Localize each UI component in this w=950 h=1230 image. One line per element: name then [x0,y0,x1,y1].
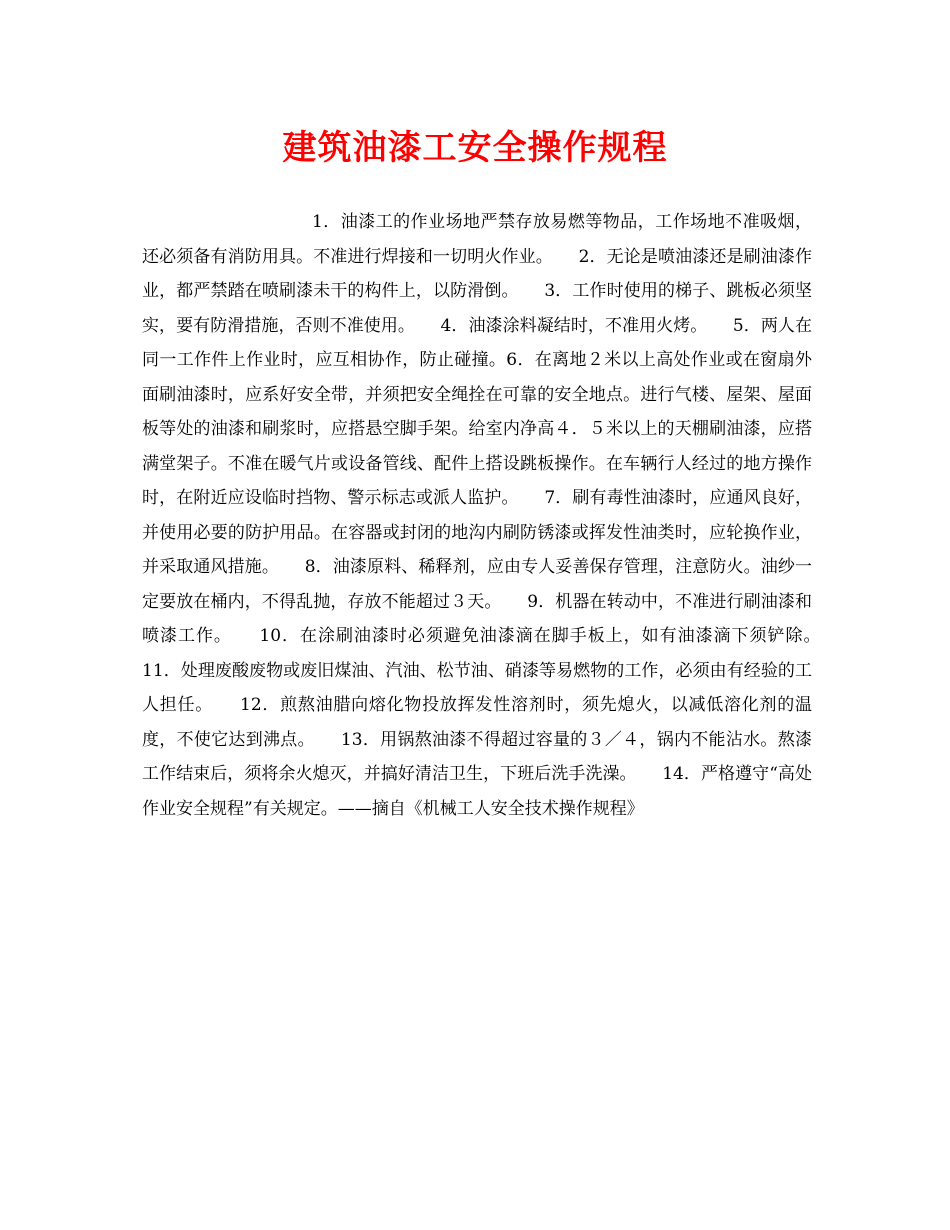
document-body: 1．油漆工的作业场地严禁存放易燃等物品，工作场地不准吸烟，还必须备有消防用具。不准进行焊接和一切明火作业。 2．无论是喷油漆还是刷油漆作业，都严禁踏在喷刷漆未干的构件上，以防滑倒。 3．工作时使用的梯子、跳板必须坚实，要有防滑措施，否则不准使用。 4．油漆涂料凝结时，不准用火烤。 5．两人在同一工作件上作业时，应互相协作，防止碰撞。6．在离地２米以上高处作业或在窗扇外面刷油漆时，应系好安全带，并须把安全绳拴在可靠的安全地点。进行气楼、屋架、屋面板等处的油漆和刷浆时，应搭悬空脚手架。给室内净高４．５米以上的天棚刷油漆，应搭满堂架子。不准在暖气片或设备管线、配件上搭设跳板操作。在车辆行人经过的地方操作时，在附近应设临时挡物、警示标志或派人监护。 7．刷有毒性油漆时，应通风良好，并使用必要的防护用品。在容器或封闭的地沟内刷防锈漆或挥发性油类时，应轮换作业，并采取通风措施。 8．油漆原料、稀释剂，应由专人妥善保存管理，注意防火。油纱一定要放在桶内，不得乱抛，存放不能超过３天。 9．机器在转动中，不准进行刷油漆和喷漆工作。 10．在涂刷油漆时必须避免油漆滴在脚手板上，如有油漆滴下须铲除。 11．处理废酸废物或废旧煤油、汽油、松节油、硝漆等易燃物的工作，必须由有经验的工人担任。 12．煎熬油腊向熔化物投放挥发性溶剂时，须先熄火，以减低溶化剂的温度，不使它达到沸点。 13．用锅熬油漆不得超过容量的３／４，锅内不能沾水。熬漆工作结束后，须将余火熄灭，并搞好清洁卫生，下班后洗手洗澡。 14．严格遵守“高处作业安全规程”有关规定。——摘自《机械工人安全技术操作规程》 [142,212,846,819]
document-title: 建筑油漆工安全操作规程 [282,128,668,168]
